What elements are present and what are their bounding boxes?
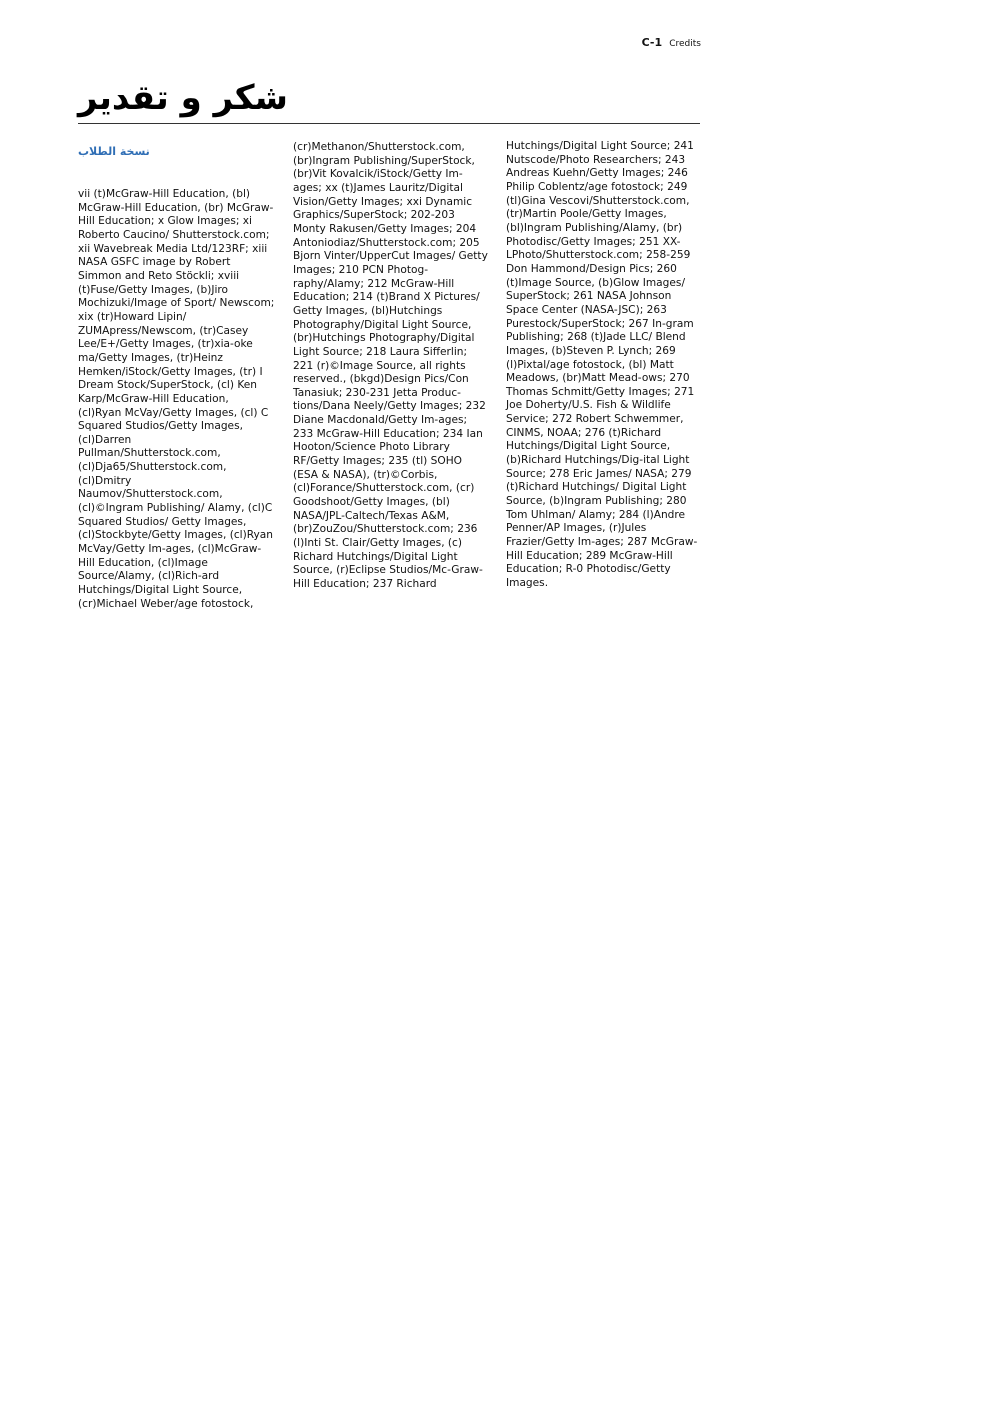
credits-column-3: Hutchings/Digital Light Source; 241 Nutscode/Photo Researchers; 243 Andreas Kuehn/Getty Images; 246 Philip Coblentz/age fotostock; 249 (tl)Gina Vescovi/Shutterstock.com, (tr)Martin Poole/Getty Images, (bl)Ingram Publishing/Alamy, (br) Photodisc/Getty Images; 251 XX-LPhoto/Shutterstock.com; 258-259 Don Hammond/Design Pics; 260 (t)Image Source, (b)Glow Images/ SuperStock; 261 NASA Johnson Space Center (NASA-JSC); 263 Purestock/SuperStock; 267 In-gram Publishing; 268 (t)Jade LLC/ Blend Images, (b)Steven P. Lynch; 269 (l)Pixtal/age fotostock, (bl) Matt Meadows, (br)Matt Mead-ows; 270 Thomas Schmitt/Getty Images; 271 Joe Doherty/U.S. Fish & Wildlife Service; 272 Robert Schwemmer, CINMS, NOAA; 276 (t)Richard Hutchings/Digital Light Source, (b)Richard Hutchings/Dig-ital Light Source; 278 Eric James/ NASA; 279 (t)Richard Hutchings/ Digital Light Source, (b)Ingram Publishing; 280 Tom Uhlman/ Alamy; 284 (l)Andre Penner/AP Images, (r)Jules Frazier/Getty Im-ages; 287 McGraw-Hill Education; 289 McGraw-Hill Education; R-0 Photodisc/Getty Images. bbox=[506, 140, 698, 589]
edition-subtitle: نسخة الطلاب bbox=[78, 145, 150, 158]
page-title: شكر و تقدير bbox=[78, 78, 288, 118]
credits-column-2: (cr)Methanon/Shutterstock.com, (br)Ingram Publishing/SuperStock, (br)Vit Kovalcik/iStock/Getty Im-ages; xx (t)James Lauritz/Digital Vision/Getty Images; xxi Dynamic Graphics/SuperStock; 202-203 Monty Rakusen/Getty Images; 204 Antoniodiaz/Shutterstock.com; 205 Bjorn Vinter/UpperCut Images/ Getty Images; 210 PCN Photog-raphy/Alamy; 212 McGraw-Hill Education; 214 (t)Brand X Pictures/ Getty Images, (bl)Hutchings Photography/Digital Light Source, (br)Hutchings Photography/Digital Light Source; 218 Laura Sifferlin; 221 (r)©Image Source, all rights reserved., (bkgd)Design Pics/Con Tanasiuk; 230-231 Jetta Produc-tions/Dana Neely/Getty Images; 232 Diane Macdonald/Getty Im-ages; 233 McGraw-Hill Education; 234 Ian Hooton/Science Photo Library RF/Getty Images; 235 (tl) SOHO (ESA & NASA), (tr)©Corbis, (cl)Forance/Shutterstock.com, (cr) Goodshoot/Getty Images, (bl) NASA/JPL-Caltech/Texas A&M, (br)ZouZou/Shutterstock.com; 236 (l)Inti St. Clair/Getty Images, (c) Richard Hutchings/Digital Light Source, (r)Eclipse Studios/Mc-Graw-Hill Education; 237 Richard bbox=[293, 141, 488, 590]
credits-column-1: vii (t)McGraw-Hill Education, (bl) McGraw-Hill Education, (br) McGraw-Hill Education; x Glow Images; xi Roberto Caucino/ Shutterstock.com; xii Wavebreak Media Ltd/123RF; xiii NASA GSFC image by Robert Simmon and Reto Stöckli; xviii (t)Fuse/Getty Images, (b)Jiro Mochizuki/Image of Sport/ Newscom; xix (tr)Howard Lipin/ ZUMApress/Newscom, (tr)Casey Lee/E+/Getty Images, (tr)xia-oke ma/Getty Images, (tr)Heinz Hemken/iStock/Getty Images, (tr) I Dream Stock/SuperStock, (cl) Ken Karp/McGraw-Hill Education, (cl)Ryan McVay/Getty Images, (cl) C Squared Studios/Getty Images, (cl)Darren Pullman/Shutterstock.com, (cl)Dja65/Shutterstock.com, (cl)Dmitry Naumov/Shutterstock.com, (cl)©Ingram Publishing/ Alamy, (cl)C Squared Studios/ Getty Images, (cl)Stockbyte/Getty Images, (cl)Ryan McVay/Getty Im-ages, (cl)McGraw-Hill Education, (cl)Image Source/Alamy, (cl)Rich-ard Hutchings/Digital Light Source, (cr)Michael Weber/age fotostock, bbox=[78, 188, 275, 610]
page-number: C-1 bbox=[641, 36, 663, 49]
title-block bbox=[78, 76, 700, 124]
page-section-label: Credits bbox=[669, 39, 701, 49]
page-header bbox=[642, 31, 701, 50]
